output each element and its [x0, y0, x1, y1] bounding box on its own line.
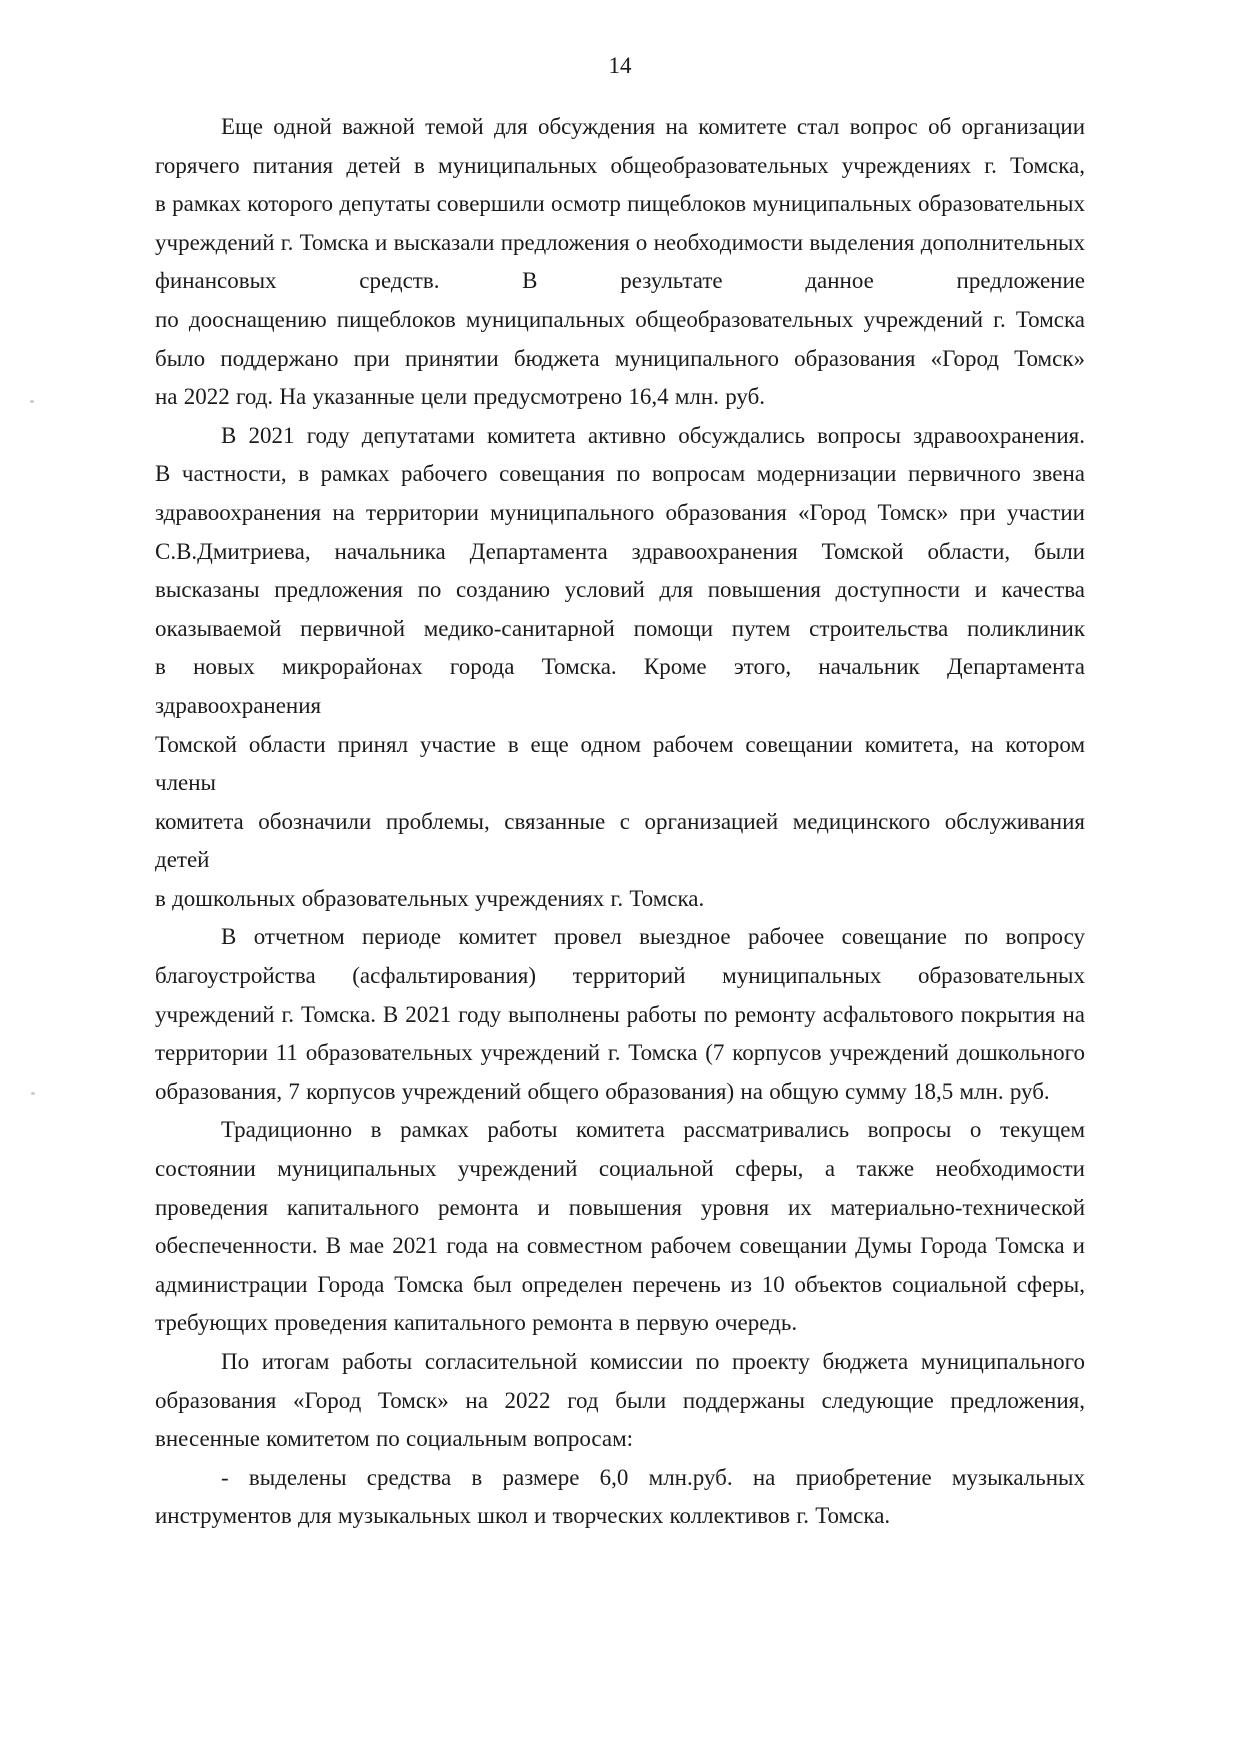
paragraph [155, 108, 1085, 417]
paragraph [155, 1111, 1085, 1343]
document-body [155, 108, 1085, 1536]
text-line: было поддержано при принятии бюджета муниципального образования «Город Томск» [155, 345, 1085, 371]
paragraph [155, 1459, 1085, 1536]
text-line: - выделены средства в размере 6,0 млн.руб. на приобретение музыкальных [221, 1464, 1085, 1490]
paragraph [155, 1343, 1085, 1459]
text-line: по дооснащению пищеблоков муниципальных общеобразовательных учреждений г. Томска [155, 306, 1085, 332]
text-line: По итогам работы согласительной комиссии по проекту бюджета муниципального [221, 1349, 1085, 1374]
text-line: образования «Город Томск» на 2022 год были поддержаны следующие предложения, [155, 1387, 1085, 1413]
text-line: комитета обозначили проблемы, связанные с организацией медицинского обслуживания детей [155, 808, 1085, 873]
text-line: В отчетном периоде комитет провел выездное рабочее совещание по вопросу [221, 924, 1085, 950]
scan-speck [31, 1092, 35, 1095]
text-line: учреждений г. Томска. В 2021 году выполнены работы по ремонту асфальтового покрытия на [155, 1001, 1085, 1027]
text-line: в новых микрорайонах города Томска. Кроме этого, начальник Департамента здравоохранения [155, 654, 1085, 718]
text-line: Томской области принял участие в еще одном рабочем совещании комитета, на котором члены [155, 731, 1085, 796]
text-line: требующих проведения капитального ремонта в первую очередь. [155, 1310, 798, 1336]
text-line: в рамках которого депутаты совершили осмотр пищеблоков муниципальных образовательных [155, 191, 1085, 217]
text-line: в дошкольных образовательных учреждениях г. Томска. [155, 885, 705, 911]
text-line: финансовых средств. В результате данное предложение [155, 268, 1085, 294]
text-line: С.В.Дмитриева, начальника Департамента здравоохранения Томской области, были [155, 538, 1085, 564]
text-line: Еще одной важной темой для обсуждения на комитете стал вопрос об организации [221, 114, 1085, 139]
page-number: 14 [608, 53, 632, 78]
text-line: обеспеченности. В мае 2021 года на совместном рабочем совещании Думы Города Томска и [155, 1233, 1085, 1259]
text-line: здравоохранения на территории муниципального образования «Город Томск» при участии [155, 499, 1085, 525]
text-line: В 2021 году депутатами комитета активно обсуждались вопросы здравоохранения. [221, 422, 1085, 448]
text-line: внесенные комитетом по социальным вопросам: [155, 1426, 634, 1452]
text-line: Традиционно в рамках работы комитета рассматривались вопросы о текущем [221, 1117, 1085, 1143]
paragraph [155, 918, 1085, 1111]
text-line: В частности, в рамках рабочего совещания по вопросам модернизации первичного звена [155, 461, 1085, 487]
text-line: территории 11 образовательных учреждений г. Томска (7 корпусов учреждений дошкольного [155, 1040, 1085, 1066]
paragraph [155, 417, 1085, 919]
text-line: учреждений г. Томска и высказали предложения о необходимости выделения дополнительных [155, 229, 1085, 255]
text-line: инструментов для музыкальных школ и творческих коллективов г. Томска. [155, 1503, 891, 1529]
text-line: проведения капитального ремонта и повышения уровня их материально-технической [155, 1194, 1085, 1220]
text-line: горячего питания детей в муниципальных общеобразовательных учреждениях г. Томска, [155, 152, 1085, 178]
scan-speck [30, 400, 34, 403]
text-line: образования, 7 корпусов учреждений общего образования) на общую сумму 18,5 млн. руб. [155, 1078, 1050, 1104]
text-line: высказаны предложения по созданию условий для повышения доступности и качества [155, 577, 1085, 603]
text-line: благоустройства (асфальтирования) территорий муниципальных образовательных [155, 963, 1085, 989]
text-line: состоянии муниципальных учреждений социальной сферы, а также необходимости [155, 1156, 1085, 1182]
text-line: администрации Города Томска был определен перечень из 10 объектов социальной сферы, [155, 1271, 1085, 1297]
text-line: на 2022 год. На указанные цели предусмотрено 16,4 млн. руб. [155, 384, 766, 410]
text-line: оказываемой первичной медико-санитарной помощи путем строительства поликлиник [155, 615, 1085, 641]
